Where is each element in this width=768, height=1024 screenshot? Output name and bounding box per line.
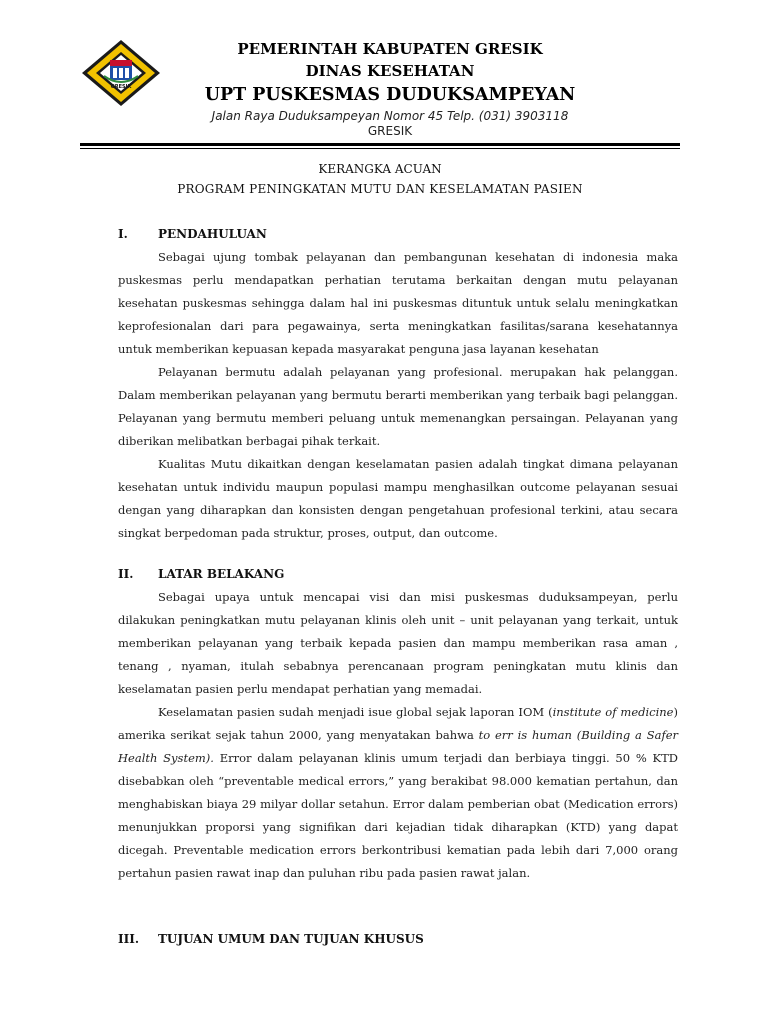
paragraph (118, 701, 678, 885)
paragraph: Pelayanan bermutu adalah pelayanan yang profesional. merupakan hak pelanggan. Dalam memberikan pelayanan yang bermutu berarti memberikan yang terbaik bagi pelanggan. Pelayanan yang bermutu memberi peluang untuk memenangkan persaingan. Pelayanan yang diberikan melibatkan berbagai pihak terkait. (118, 365, 678, 448)
section-number: III. (118, 932, 140, 946)
paragraph-part: Keselamatan pasien sudah menjadi isue global sejak laporan IOM ( (158, 705, 553, 719)
letterhead-city: GRESIK (367, 124, 413, 138)
logo-text: GRESIK (110, 84, 132, 90)
section-heading-tujuan (118, 932, 424, 946)
section-body-pendahuluan (118, 246, 678, 545)
letterhead-rule-thick (80, 143, 680, 146)
letterhead-department: DINAS KESEHATAN (305, 62, 475, 80)
letterhead (170, 38, 610, 138)
document-title: KERANGKA ACUAN (318, 162, 442, 176)
section-title: TUJUAN UMUM DAN TUJUAN KHUSUS (158, 932, 424, 946)
paragraph-part: ) amerika serikat sejak tahun 2000, yang menyatakan bahwa (118, 705, 678, 742)
section-heading-pendahuluan (118, 227, 267, 241)
gresik-regency-logo-icon (80, 38, 162, 108)
paragraph: Sebagai ujung tombak pelayanan dan pembangunan kesehatan di indonesia maka puskesmas perlu mendapatkan perhatian terutama berkaitan dengan mutu pelayanan kesehatan puskesmas sehingga dalam hal ini puskesmas dituntuk untuk selalu meningkatkan keprofesionalan dari para pegawainya, serta meningkatkan fasilitas/sarana kesehatannya untuk memberikan kepuasan kepada masyarakat penguna jasa layanan kesehatan (118, 250, 678, 356)
document-subtitle: PROGRAM PENINGKATAN MUTU DAN KESELAMATAN PASIEN (177, 182, 583, 196)
paragraph: Kualitas Mutu dikaitkan dengan keselamatan pasien adalah tingkat dimana pelayanan kesehatan untuk individu maupun populasi mampu menghasilkan outcome pelayanan sesuai dengan yang diharapkan dan konsisten dengan pengetahuan profesional terkini, atau secara singkat berpedoman pada struktur, proses, output, dan outcome. (118, 457, 678, 540)
section-number: I. (118, 227, 128, 241)
paragraph-part: Error dalam pelayanan klinis umum terjadi dan berbiaya tinggi. 50 % KTD disebabkan oleh “preventable medical errors,” yang berakibat 98.000 kematian pertahun, dan menghabiskan biaya 29 milyar dollar setahun. Error dalam pemberian obat (Medication errors) menunjukkan proporsi yang signifikan dari kejadian tidak diharapkan (KTD) yang dapat dicegah. Preventable medication errors berkontribusi kematian pada lebih dari 7,000 orang pertahun pasien rawat inap dan puluhan ribu pada pasien rawat jalan. (118, 751, 678, 880)
italic-quote: to err is human (Building a Safer Health System). (118, 728, 679, 765)
letterhead-address: Jalan Raya Duduksampeyan Nomor 45 Telp. (031) 3903118 (211, 109, 569, 123)
letterhead-institution: UPT PUSKESMAS DUDUKSAMPEYAN (204, 85, 576, 105)
letterhead-rule-thin (80, 148, 680, 149)
italic-term: institute of medicine (552, 705, 674, 719)
section-title: LATAR BELAKANG (158, 567, 285, 581)
section-body-latar-belakang (118, 586, 678, 885)
section-title: PENDAHULUAN (158, 227, 267, 241)
section-number: II. (118, 567, 134, 581)
section-heading-latar-belakang (118, 567, 284, 581)
paragraph: Sebagai upaya untuk mencapai visi dan misi puskesmas duduksampeyan, perlu dilakukan peningkatkan mutu pelayanan klinis oleh unit – unit pelayanan yang terkait, untuk memberikan pelayanan yang terbaik kepada pasien dan mampu memberikan rasa aman , tenang , nyaman, itulah sebabnya perencanaan program peningkatan mutu klinis dan keselamatan pasien perlu mendapat perhatian yang memadai. (118, 590, 678, 696)
letterhead-government: PEMERINTAH KABUPATEN GRESIK (237, 40, 543, 58)
